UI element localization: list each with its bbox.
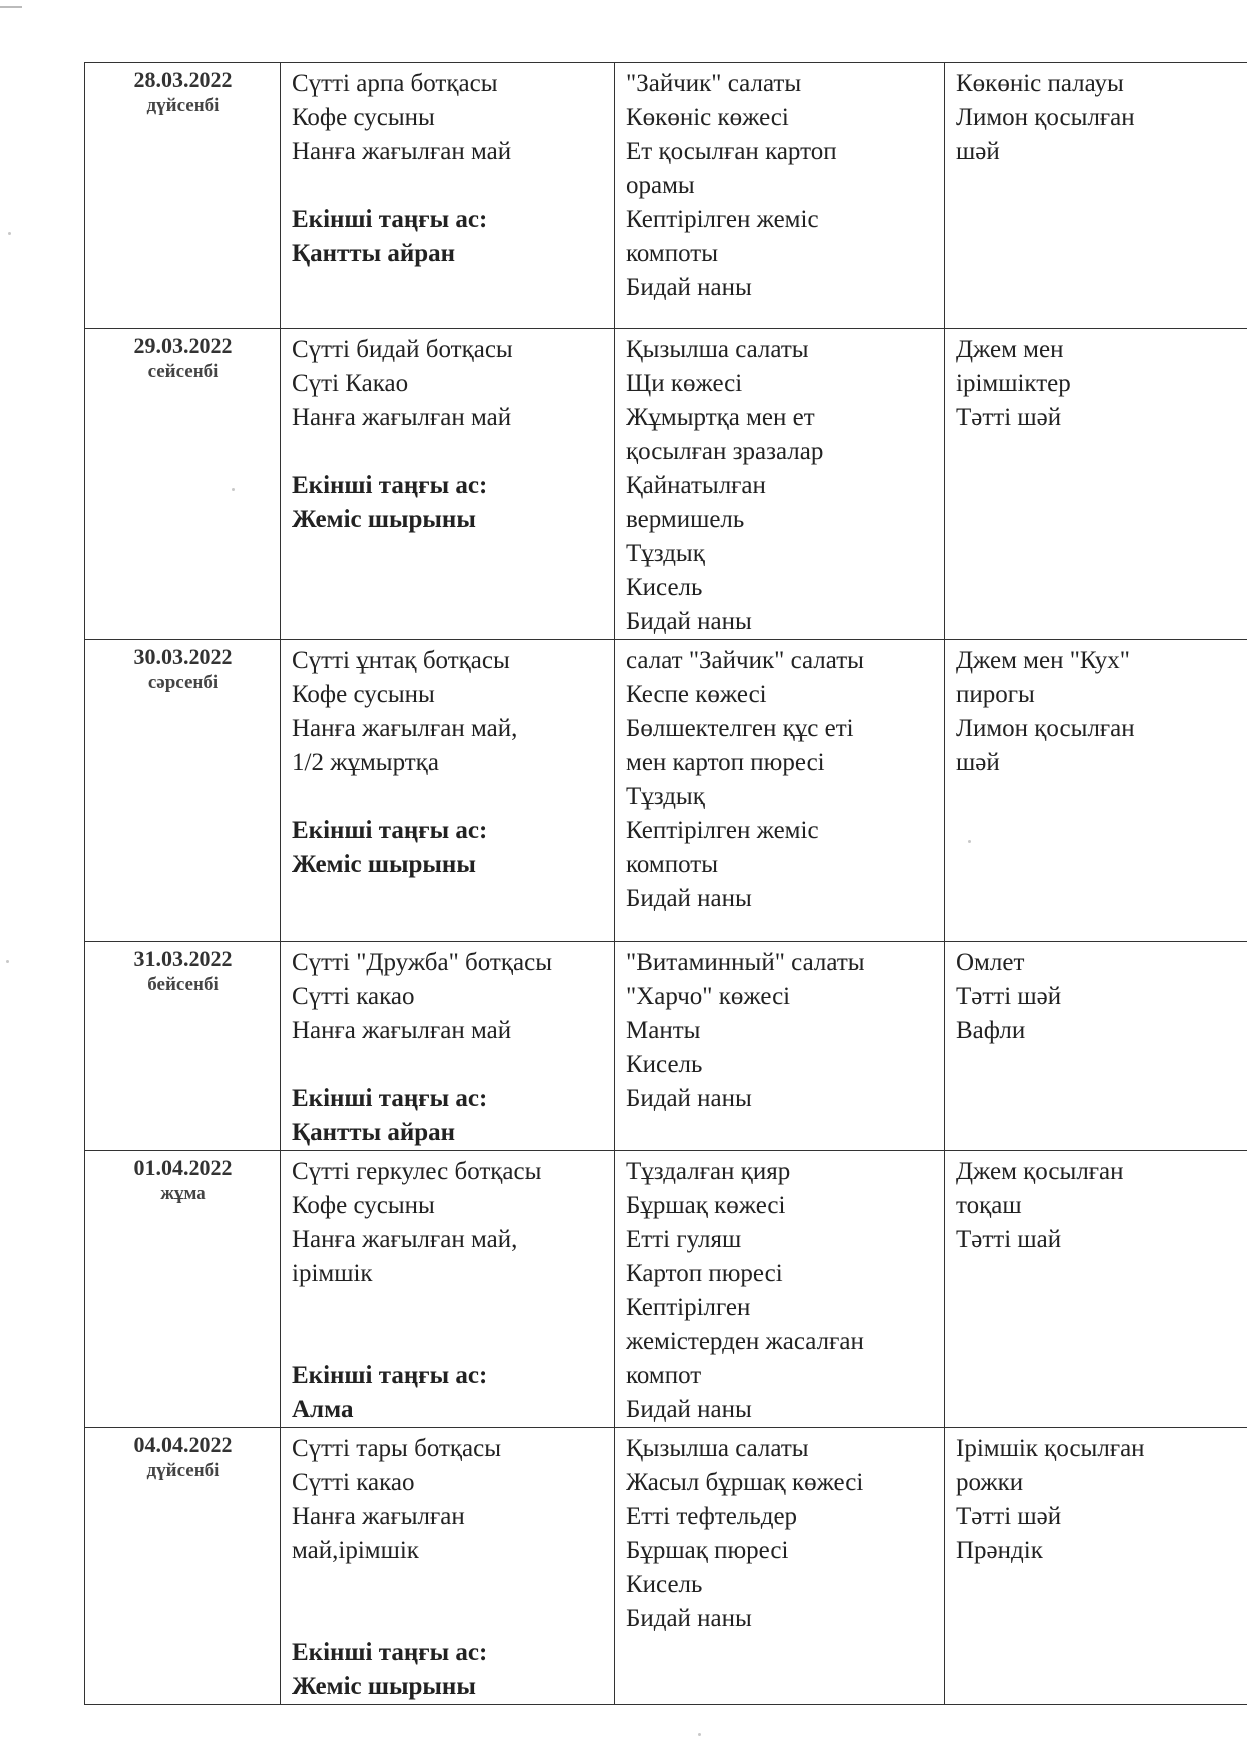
menu-item: Кофе сусыны — [292, 104, 435, 131]
menu-item: Бидай наны — [626, 1396, 752, 1423]
second-breakfast-item: Алма — [292, 1396, 354, 1423]
menu-item: май,ірімшік — [292, 1537, 419, 1564]
second-breakfast-item: Жеміс шырыны — [292, 851, 476, 878]
menu-table — [84, 62, 1247, 1705]
table-row — [85, 1428, 1247, 1705]
menu-item: Картоп пюресі — [626, 1260, 783, 1287]
page-edge-mark — [0, 6, 22, 8]
menu-item: Ет қосылған картоп — [626, 138, 837, 165]
lunch-cell — [615, 1428, 945, 1705]
menu-item: тоқаш — [956, 1192, 1022, 1219]
date-label: 29.03.2022 — [133, 333, 233, 358]
menu-item: Кептірілген — [626, 1294, 751, 1321]
second-breakfast-title: Екінші таңғы ас: — [292, 817, 488, 844]
menu-item: "Витаминный" салаты — [626, 949, 865, 976]
menu-item: компот — [626, 1362, 702, 1389]
menu-item: Лимон қосылған — [956, 715, 1135, 742]
menu-item: Кисель — [626, 1051, 703, 1078]
date-cell — [85, 942, 281, 1151]
breakfast-cell — [281, 1151, 615, 1428]
menu-item: Сүтті "Дружба" ботқасы — [292, 949, 552, 976]
menu-item: "Харчо" көжесі — [626, 983, 791, 1010]
menu-item: пирогы — [956, 681, 1035, 708]
menu-item: Сүтті тары ботқасы — [292, 1435, 502, 1462]
menu-item: вермишель — [626, 506, 745, 533]
menu-item: Бидай наны — [626, 1605, 752, 1632]
table-row — [85, 63, 1247, 329]
menu-item: Қайнатылған — [626, 472, 766, 499]
breakfast-cell — [281, 640, 615, 942]
weekday-label: дүйсенбі — [146, 1460, 220, 1481]
second-breakfast-item: Қантты айран — [292, 1119, 456, 1146]
menu-item: Етті тефтельдер — [626, 1503, 798, 1530]
menu-item: Жұмыртқа мен ет — [626, 404, 815, 431]
dinner-cell — [945, 1428, 1247, 1705]
menu-item: мен картоп пюресі — [626, 749, 825, 776]
menu-item: "Зайчик" салаты — [626, 70, 802, 97]
breakfast-cell — [281, 329, 615, 640]
menu-item: орамы — [626, 172, 695, 199]
menu-item: Тәтті шәй — [956, 983, 1062, 1010]
scan-speck — [698, 1733, 701, 1736]
date-label: 04.04.2022 — [133, 1432, 233, 1457]
menu-item: Джем мен — [956, 336, 1064, 363]
date-label: 01.04.2022 — [133, 1155, 233, 1180]
menu-item: Кептірілген жеміс — [626, 206, 819, 233]
weekday-label: дүйсенбі — [146, 95, 220, 116]
menu-item: Омлет — [956, 949, 1025, 976]
second-breakfast-title: Екінші таңғы ас: — [292, 1362, 488, 1389]
menu-item: Сүтті бидай ботқасы — [292, 336, 513, 363]
menu-item: Вафли — [956, 1017, 1026, 1044]
second-breakfast-item: Қантты айран — [292, 240, 456, 267]
second-breakfast-title: Екінші таңғы ас: — [292, 1085, 488, 1112]
menu-item: Манты — [626, 1017, 701, 1044]
menu-item: Бидай наны — [626, 274, 752, 301]
menu-item: Нанға жағылған май — [292, 1017, 512, 1044]
menu-item: ірімшік — [292, 1260, 373, 1287]
menu-item: Кисель — [626, 574, 703, 601]
second-breakfast-title: Екінші таңғы ас: — [292, 472, 488, 499]
breakfast-cell — [281, 1428, 615, 1705]
dinner-cell — [945, 1151, 1247, 1428]
date-cell — [85, 1428, 281, 1705]
weekday-label: бейсенбі — [147, 974, 219, 995]
menu-item: Бұршақ пюресі — [626, 1537, 789, 1564]
menu-item: шәй — [956, 138, 1000, 165]
menu-item: Сүті Какао — [292, 370, 409, 397]
table-row — [85, 640, 1247, 942]
dinner-cell — [945, 640, 1247, 942]
lunch-cell — [615, 942, 945, 1151]
menu-item: Кеспе көжесі — [626, 681, 767, 708]
menu-item: Көкөніс палауы — [956, 70, 1124, 97]
menu-item: Тұздық — [626, 783, 705, 810]
lunch-cell — [615, 329, 945, 640]
menu-item: Нанға жағылған май — [292, 404, 512, 431]
weekday-label: сейсенбі — [147, 361, 219, 382]
menu-item: Нанға жағылған май, — [292, 1226, 518, 1253]
table-row — [85, 1151, 1247, 1428]
menu-item: компоты — [626, 851, 718, 878]
date-label: 30.03.2022 — [133, 644, 233, 669]
menu-item: Джем мен "Кух" — [956, 647, 1130, 674]
menu-item: Сүтті какао — [292, 983, 415, 1010]
menu-item: Кисель — [626, 1571, 703, 1598]
menu-item: Етті гуляш — [626, 1226, 742, 1253]
scan-speck — [8, 232, 11, 235]
menu-item: Тұздалған қияр — [626, 1158, 791, 1185]
menu-item: қосылған зразалар — [626, 438, 824, 465]
menu-item: шәй — [956, 749, 1000, 776]
menu-item: Нанға жағылған май, — [292, 715, 518, 742]
menu-item: Тұздық — [626, 540, 705, 567]
menu-item: ірімшіктер — [956, 370, 1071, 397]
lunch-cell — [615, 1151, 945, 1428]
scan-speck — [6, 960, 9, 963]
menu-item: 1/2 жұмыртқа — [292, 749, 439, 776]
menu-item: Нанға жағылған — [292, 1503, 465, 1530]
menu-item: салат "Зайчик" салаты — [626, 647, 864, 674]
menu-item: Көкөніс көжесі — [626, 104, 789, 131]
menu-item: Джем қосылған — [956, 1158, 1124, 1185]
date-label: 31.03.2022 — [133, 946, 233, 971]
menu-item: Ірімшік қосылған — [956, 1435, 1145, 1462]
second-breakfast-title: Екінші таңғы ас: — [292, 1639, 488, 1666]
breakfast-cell — [281, 942, 615, 1151]
menu-item: Бидай наны — [626, 608, 752, 635]
menu-item: Қызылша салаты — [626, 1435, 809, 1462]
menu-item: Жасыл бұршақ көжесі — [626, 1469, 864, 1496]
table-row — [85, 329, 1247, 640]
weekday-label: сәрсенбі — [147, 672, 219, 693]
menu-item: Бидай наны — [626, 1085, 752, 1112]
menu-item: Щи көжесі — [626, 370, 743, 397]
dinner-cell — [945, 63, 1247, 329]
second-breakfast-item: Жеміс шырыны — [292, 1673, 476, 1700]
menu-item: Бұршақ көжесі — [626, 1192, 786, 1219]
date-cell — [85, 329, 281, 640]
menu-item: Сүтті какао — [292, 1469, 415, 1496]
menu-item: компоты — [626, 240, 718, 267]
menu-item: Лимон қосылған — [956, 104, 1135, 131]
lunch-cell — [615, 63, 945, 329]
menu-item: Бөлшектелген құс еті — [626, 715, 854, 742]
date-cell — [85, 640, 281, 942]
dinner-cell — [945, 942, 1247, 1151]
menu-item: Сүтті ұнтақ ботқасы — [292, 647, 510, 674]
menu-item: Нанға жағылған май — [292, 138, 512, 165]
menu-item: Сүтті арпа ботқасы — [292, 70, 498, 97]
date-cell — [85, 1151, 281, 1428]
table-row — [85, 942, 1247, 1151]
menu-item: жемістерден жасалған — [626, 1328, 864, 1355]
menu-item: Кофе сусыны — [292, 681, 435, 708]
menu-item: Бидай наны — [626, 885, 752, 912]
second-breakfast-item: Жеміс шырыны — [292, 506, 476, 533]
date-cell — [85, 63, 281, 329]
dinner-cell — [945, 329, 1247, 640]
menu-item: Кофе сусыны — [292, 1192, 435, 1219]
weekday-label: жұма — [160, 1183, 206, 1204]
menu-item: Сүтті геркулес ботқасы — [292, 1158, 542, 1185]
breakfast-cell — [281, 63, 615, 329]
menu-item: Тәтті шәй — [956, 1503, 1062, 1530]
menu-item: Қызылша салаты — [626, 336, 809, 363]
date-label: 28.03.2022 — [133, 67, 233, 92]
menu-item: Прәндік — [956, 1537, 1043, 1564]
menu-item: Тәтті шәй — [956, 404, 1062, 431]
lunch-cell — [615, 640, 945, 942]
menu-item: Тәтті шай — [956, 1226, 1062, 1253]
second-breakfast-title: Екінші таңғы ас: — [292, 206, 488, 233]
menu-item: рожки — [956, 1469, 1024, 1496]
menu-item: Кептірілген жеміс — [626, 817, 819, 844]
